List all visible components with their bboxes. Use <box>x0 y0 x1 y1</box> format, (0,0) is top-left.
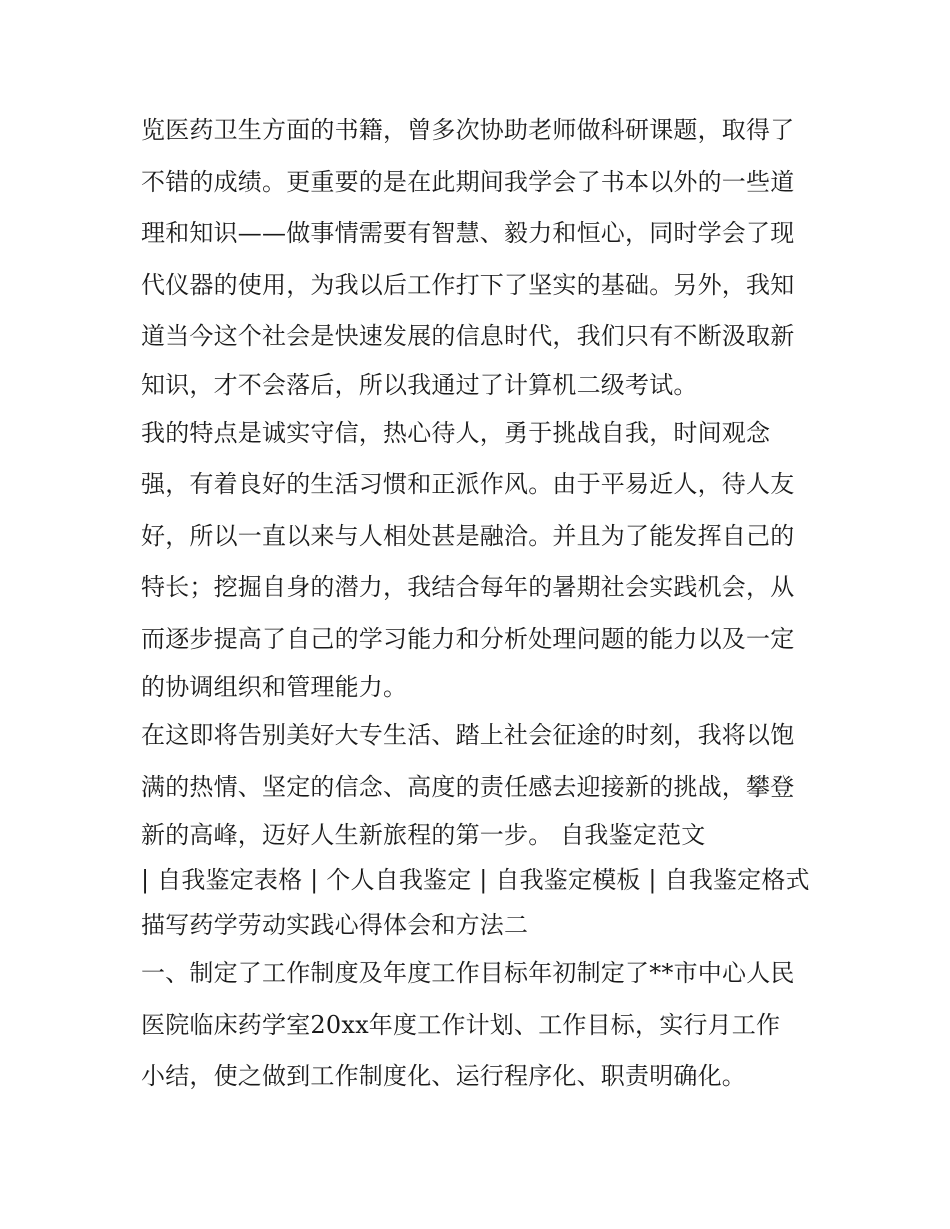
text-line: 一、制定了工作制度及年度工作目标年初制定了**市中心人民 <box>141 959 795 987</box>
text-line: 而逐步提高了自己的学习能力和分析处理问题的能力以及一定 <box>141 624 795 653</box>
text-line: 知识，才不会落后，所以我通过了计算机二级考试。 <box>141 370 698 399</box>
text-line: 在这即将告别美好大专生活、踏上社会征途的时刻，我将以饱 <box>141 721 795 749</box>
section-heading: 描写药学劳动实践心得体会和方法二 <box>141 911 529 939</box>
text-line: 理和知识——做事情需要有智慧、毅力和恒心，同时学会了现 <box>141 219 795 247</box>
text-line: 满的热情、坚定的信念、高度的责任感去迎接新的挑战，攀登 <box>141 772 795 801</box>
text-line: 特长；挖掘自身的潜力，我结合每年的暑期社会实践机会，从 <box>141 573 795 601</box>
text-line: 代仪器的使用，为我以后工作打下了坚实的基础。另外，我知 <box>141 270 795 299</box>
document-body <box>141 105 821 1103</box>
text-line: 小结，使之做到工作制度化、运行程序化、职责明确化。 <box>141 1062 746 1090</box>
text-line: 的协调组织和管理能力。 <box>141 673 408 701</box>
text-line: 不错的成绩。更重要的是在此期间我学会了书本以外的一些道 <box>141 167 795 196</box>
text-line: 道当今这个社会是快速发展的信息时代，我们只有不断汲取新 <box>141 322 795 350</box>
text-line: 我的特点是诚实守信，热心待人，勇于挑战自我，时间观念 <box>141 418 771 447</box>
text-line: 强，有着良好的生活习惯和正派作风。由于平易近人，待人友 <box>141 470 795 498</box>
text-line: 新的高峰，迈好人生新旅程的第一步。 自我鉴定范文 <box>141 821 706 849</box>
text-line: 医院临床药学室20xx年度工作计划、工作目标，实行月工作 <box>141 1010 781 1039</box>
text-line: 览医药卫生方面的书籍，曾多次协助老师做科研课题，取得了 <box>141 116 795 144</box>
link-row: | 自我鉴定表格 | 个人自我鉴定 | 自我鉴定模板 | 自我鉴定格式 <box>141 866 810 894</box>
text-line: 好，所以一直以来与人相处甚是融洽。并且为了能发挥自己的 <box>141 521 795 550</box>
